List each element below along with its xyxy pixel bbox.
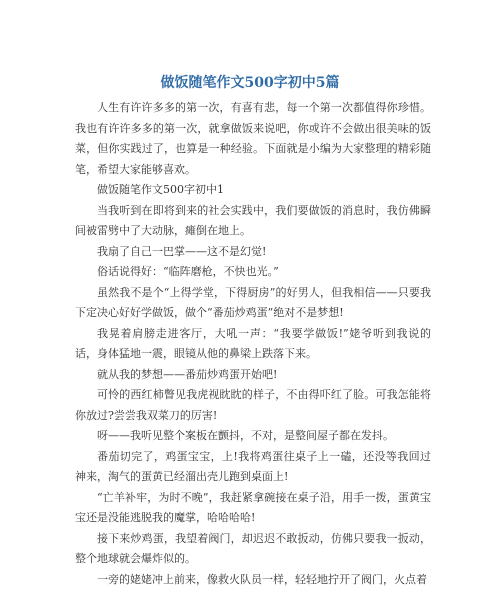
intro-paragraph: 人生有许许多多的第一次，有喜有悲，每一个第一次都值得你珍惜。我也有许许多多的第一次，就拿做饭来说吧，你或许不会做出很美味的饭菜，但你实践过了，也算是一种经验。下面就是小编为大家整理的精彩随笔，希望大家能够喜欢。 — [75, 98, 431, 180]
body-paragraph: 当我听到在即将到来的社会实践中，我们要做饭的消息时，我仿佛瞬间被雷劈中了大动脉，瘫倒在地上。 — [75, 201, 431, 242]
page-title: 做饭随笔作文500字初中5篇 — [0, 74, 500, 92]
body-paragraph: 呀——我听见整个案板在颤抖，不对，是整间屋子都在发抖。 — [75, 426, 431, 447]
section-heading: 做饭随笔作文500字初中1 — [75, 180, 431, 201]
body-paragraph: 就从我的梦想——番茄炒鸡蛋开始吧! — [75, 365, 431, 386]
body-paragraph: 我晃着肩膀走进客厅，大吼一声：“我要学做饭!”姥爷听到我说的话，身体猛地一震，眼镜从他的鼻梁上跌落下来。 — [75, 324, 431, 365]
body-paragraph: 一旁的姥姥冲上前来，像救火队员一样，轻轻地拧开了阀门，火点着 — [75, 570, 431, 590]
body-paragraph: 俗话说得好：“临阵磨枪，不快也光。” — [75, 262, 431, 283]
body-paragraph: 番茄切完了，鸡蛋宝宝，上!我将鸡蛋往桌子上一磕，还没等我回过神来，淘气的蛋黄已经溜出壳儿跑到桌面上! — [75, 447, 431, 488]
article-body — [75, 98, 431, 590]
body-paragraph: “亡羊补牢，为时不晚”，我赶紧拿碗接在桌子沿，用手一拨，蛋黄宝宝还是没能逃脱我的魔掌，哈哈哈哈! — [75, 488, 431, 529]
body-paragraph: 可怜的西红柿瞥见我虎视眈眈的样子，不由得吓红了脸。可我怎能将你放过?尝尝我双菜刀的厉害! — [75, 385, 431, 426]
body-paragraph: 我扇了自己一巴掌——这不是幻觉! — [75, 242, 431, 263]
body-paragraph: 接下来炒鸡蛋，我望着阀门，却迟迟不敢扳动，仿佛只要我一扳动，整个地球就会爆炸似的。 — [75, 529, 431, 570]
body-paragraph: 虽然我不是个“上得学堂，下得厨房”的好男人，但我相信——只要我下定决心好好学做饭，做个“番茄炒鸡蛋”绝对不是梦想! — [75, 283, 431, 324]
